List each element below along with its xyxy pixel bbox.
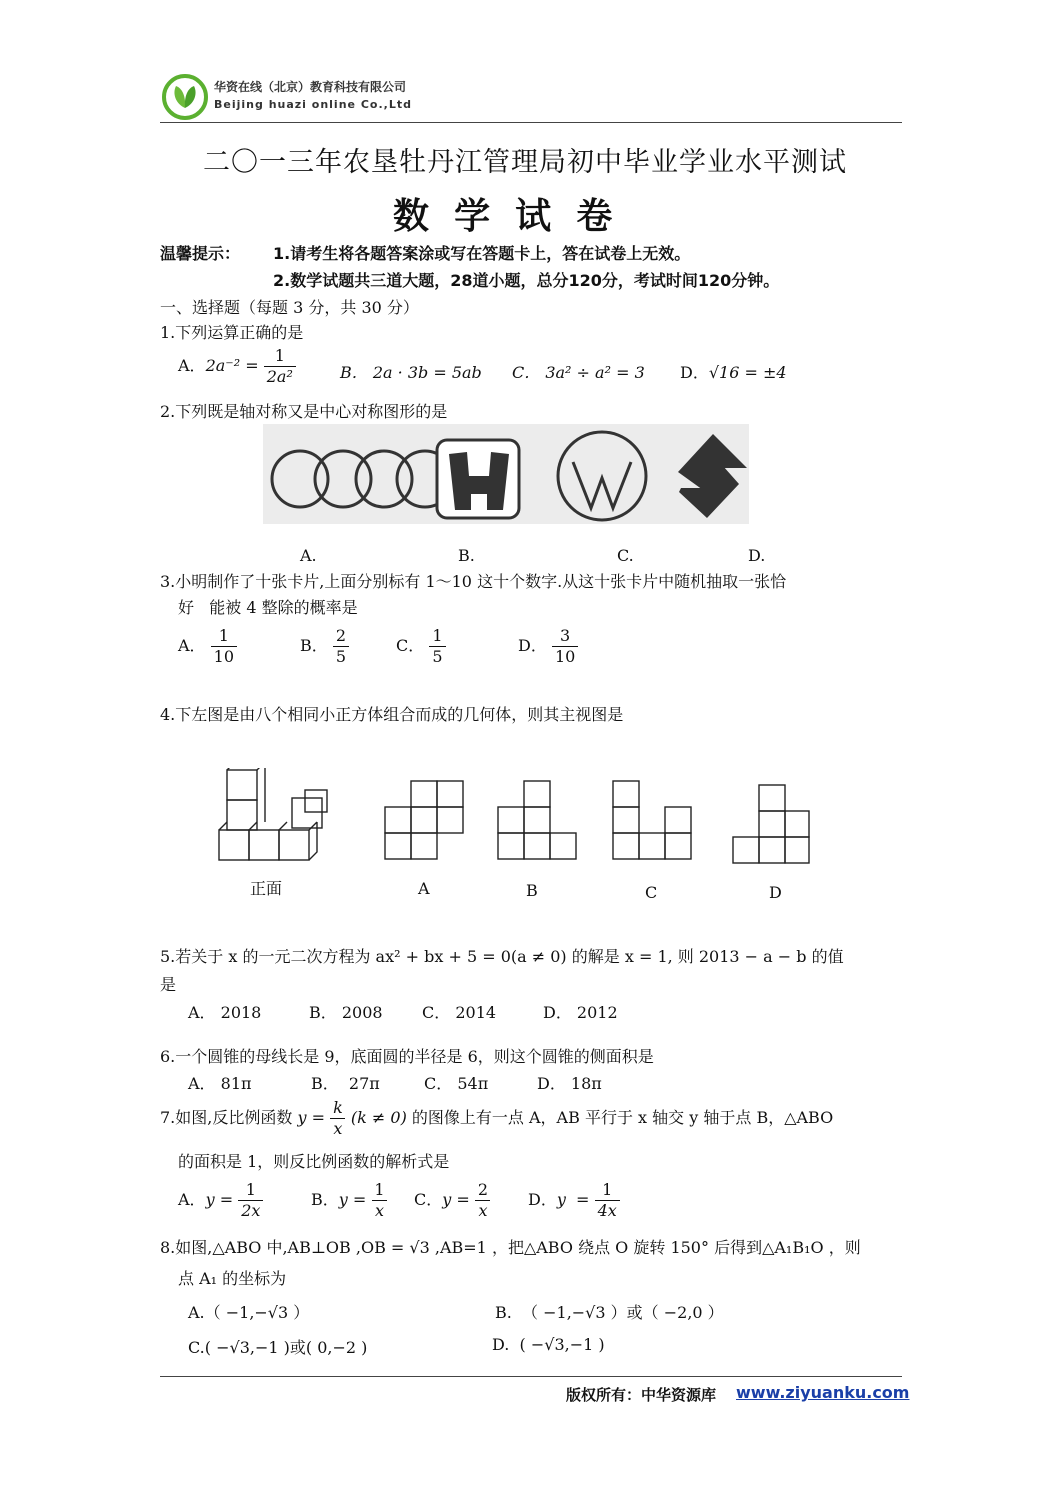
q1-option-c: C． 3a² ÷ a² = 3 (512, 363, 645, 382)
audi-rings-figure (272, 451, 453, 507)
q3-option-c: C． $\frac{1}{5}$ (396, 626, 446, 667)
q7-option-b: B．y = $\frac{1}{x}$ (311, 1180, 388, 1221)
q4-label-a: A (418, 879, 430, 898)
q8-option-c: C.( −√3,−1 )或( 0,−2 ) (188, 1338, 368, 1357)
q4-label-d: D (769, 883, 782, 902)
q2-stem: 2.下列既是轴对称又是中心对称图形的是 (160, 402, 448, 421)
footer-copyright: 版权所有：中华资源库 (566, 1386, 717, 1404)
q4-stem: 4.下左图是由八个相同小正方体组合而成的几何体，则其主视图是 (160, 705, 624, 724)
q5-stem-line-1: 5.若关于 x 的一元二次方程为 ax² + bx + 5 = 0(a ≠ 0) 的解是 x = 1, 则 2013 − a − b 的值 (160, 947, 844, 966)
vw-figure (558, 432, 646, 520)
q3-option-b: B． $\frac{2}{5}$ (300, 626, 349, 667)
notice-line-1: 1.请考生将各题答案涂或写在答题卡上，答在试卷上无效。 (273, 244, 691, 263)
q4-front-label: 正面 (250, 879, 283, 898)
q5-option-b: B． 2008 (309, 1003, 383, 1022)
q5-stem-line-2: 是 (160, 975, 177, 994)
q1-option-a: A．2a⁻² = $\frac{1}{\text{2a²}}$ (178, 346, 296, 387)
q2-label-b: B. (458, 546, 475, 565)
q6-option-c: C． 54π (424, 1074, 489, 1093)
q2-label-a: A. (300, 546, 317, 565)
q8-option-b: B. （ −1,−√3 ）或（ −2,0 ） (495, 1303, 724, 1322)
header-rule (160, 122, 902, 123)
company-logo (162, 74, 208, 120)
q5-option-d: D． 2012 (543, 1003, 618, 1022)
notice-label: 温馨提示： (160, 244, 241, 263)
q3-stem-line-2: 好 能被 4 整除的概率是 (178, 598, 358, 617)
company-name-en: Beijing huazi online Co.,Ltd (214, 98, 412, 111)
q1-stem: 1.下列运算正确的是 (160, 323, 304, 342)
q4-figures (210, 768, 810, 868)
q7-option-d: D．y = $\frac{1}{4x}$ (528, 1180, 620, 1221)
option-b-figure (498, 781, 576, 859)
q8-option-d: D. ( −√3,−1 ) (492, 1335, 605, 1354)
q7-option-a: A．y = $\frac{1}{2x}$ (178, 1180, 263, 1221)
exam-title: 二〇一三年农垦牡丹江管理局初中毕业学业水平测试 (203, 147, 847, 178)
q5-option-c: C． 2014 (422, 1003, 497, 1022)
option-c-figure (613, 781, 691, 859)
q3-option-d: D． $\frac{3}{10}$ (518, 626, 578, 667)
notice-line-2: 2.数学试题共三道大题，28道小题，总分120分，考试时间120分钟。 (273, 271, 780, 290)
section-heading: 一、选择题（每题 3 分，共 30 分） (160, 298, 419, 317)
q7-stem-line-2: 的面积是 1，则反比例函数的解析式是 (178, 1152, 450, 1171)
q5-option-a: A． 2018 (188, 1003, 262, 1022)
option-d-figure (733, 785, 809, 863)
q2-label-d: D. (748, 546, 766, 565)
q8-option-a: A.（ −1,−√3 ） (188, 1303, 310, 1322)
q4-label-b: B (526, 881, 538, 900)
honda-h-figure (437, 440, 519, 518)
option-a-figure (385, 781, 463, 859)
q3-stem-line-1: 3.小明制作了十张卡片,上面分别标有 1～10 这十个数字.从这十张卡片中随机抽取一张恰 (160, 572, 787, 591)
diamond-s-figure (678, 434, 747, 518)
q6-option-b: B． 27π (311, 1074, 380, 1093)
paper-title: 数 学 试 卷 (393, 196, 613, 237)
q2-figure-strip (263, 424, 749, 524)
q7-stem-line-1: 7.如图,反比例函数 y = $\frac{k}{x}$ (k ≠ 0) 的图像上有一点 A，AB 平行于 x 轴交 y 轴于点 B，△ABO (160, 1098, 834, 1138)
q7-option-c: C．y = $\frac{2}{x}$ (414, 1180, 491, 1221)
q6-option-a: A． 81π (188, 1074, 252, 1093)
cube-stack-figure (219, 768, 327, 860)
company-name-cn: 华资在线（北京）教育科技有限公司 (214, 80, 407, 94)
q3-option-a: A． $\frac{1}{10}$ (178, 626, 237, 667)
footer-url-link[interactable]: www.ziyuanku.com (736, 1383, 910, 1402)
q6-option-d: D． 18π (537, 1074, 602, 1093)
q8-stem-line-2: 点 A₁ 的坐标为 (178, 1269, 287, 1288)
q8-stem-line-1: 8.如图,△ABO 中,AB⊥OB ,OB = √3 ,AB=1 ，把△ABO 绕点 O 旋转 150° 后得到△A₁B₁O ，则 (160, 1238, 861, 1257)
q6-stem: 6.一个圆锥的母线长是 9，底面圆的半径是 6，则这个圆锥的侧面积是 (160, 1047, 654, 1066)
q1-option-d: D．√16 = ±4 (680, 363, 787, 382)
q4-label-c: C (645, 883, 658, 902)
q2-label-c: C. (617, 546, 634, 565)
footer-rule (160, 1376, 902, 1377)
q1-option-b: B． 2a · 3b = 5ab (340, 363, 482, 382)
